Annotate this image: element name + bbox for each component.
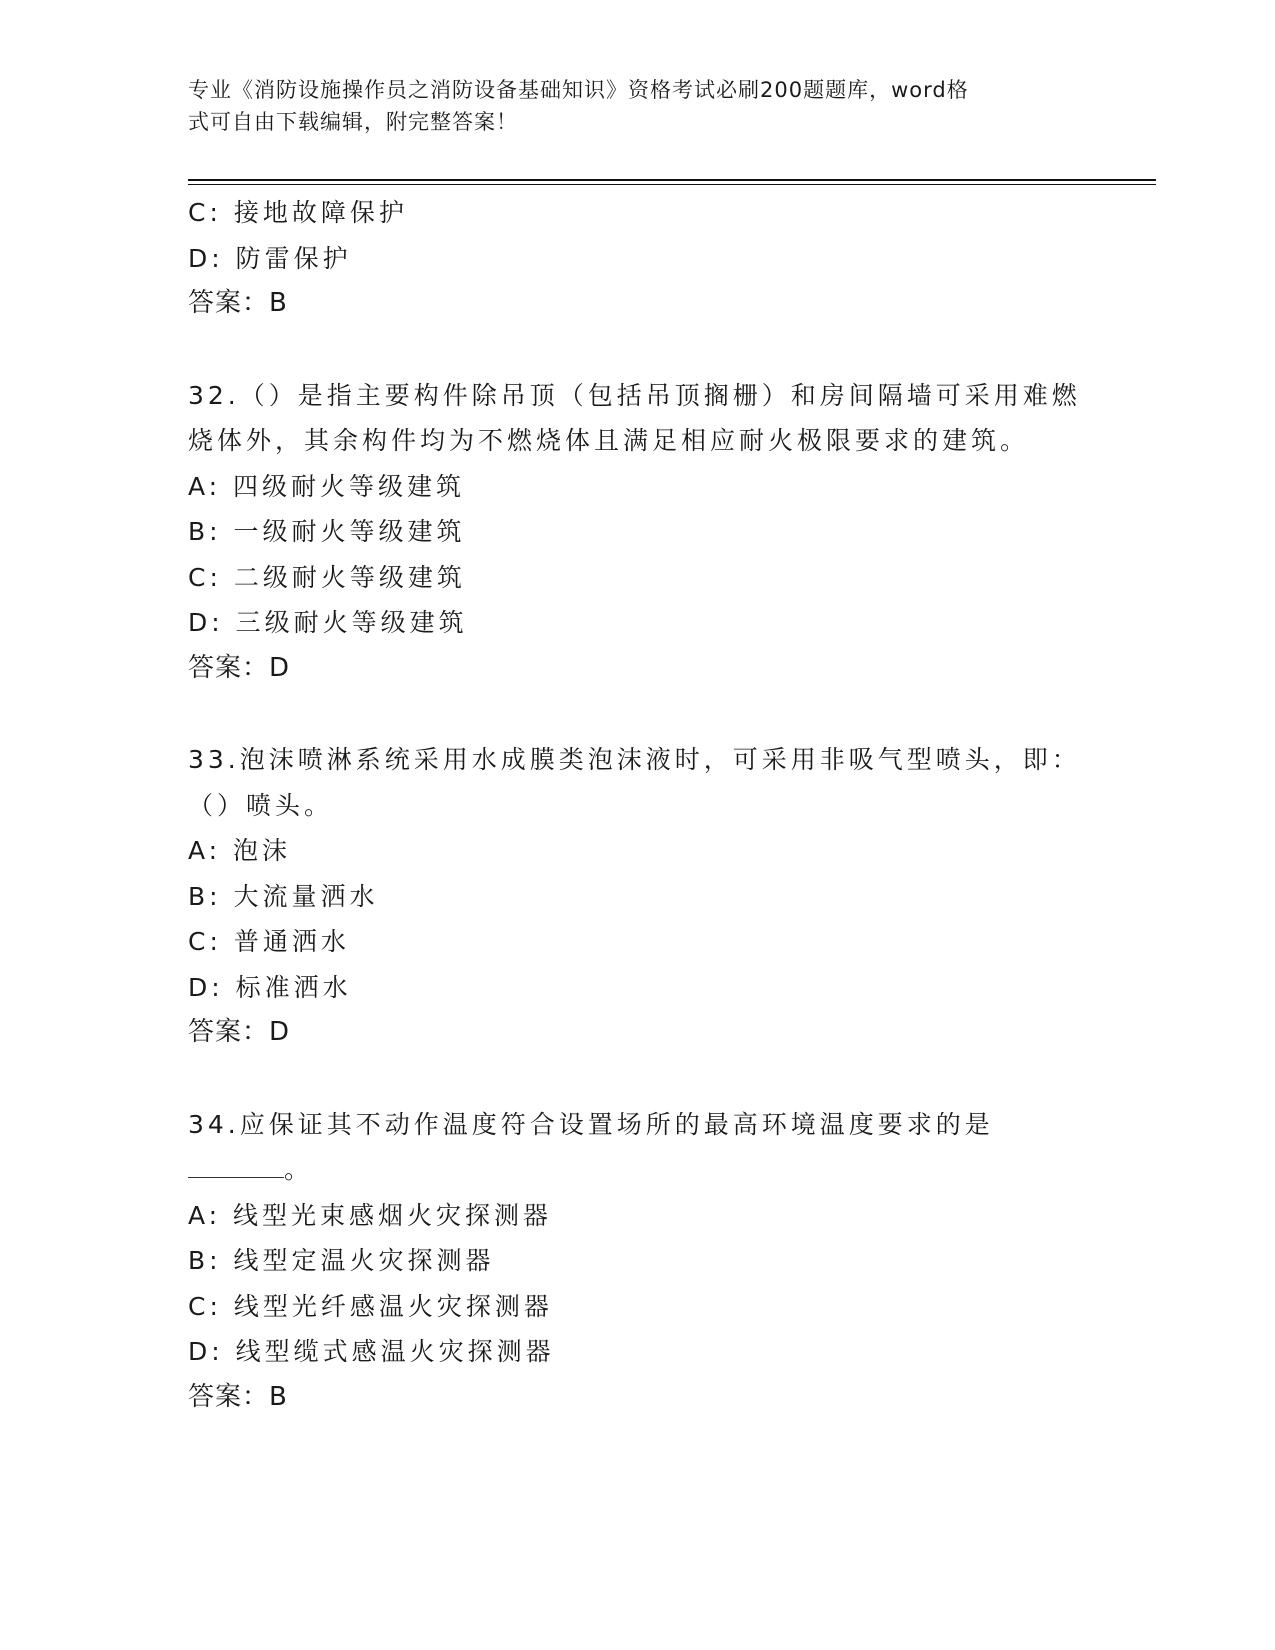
question-text-line-1: 33.泡沫喷淋系统采用水成膜类泡沫液时，可采用非吸气型喷头，即： xyxy=(188,745,1081,774)
blank-suffix: 。 xyxy=(284,1155,314,1184)
question-text-line-2: 烧体外，其余构件均为不燃烧体且满足相应耐火极限要求的建筑。 xyxy=(188,426,1030,455)
option-d: D: 防雷保护 xyxy=(188,243,352,273)
option-a: A: 泡沫 xyxy=(188,836,292,865)
option-a: A: 四级耐火等级建筑 xyxy=(188,471,466,501)
spacer xyxy=(188,1056,1088,1102)
question-text-line-1: 34.应保证其不动作温度符合设置场所的最高环境温度要求的是 xyxy=(188,1109,994,1139)
question-text-line-1: 32.（）是指主要构件除吊顶（包括吊顶搁栅）和房间隔墙可采用难燃 xyxy=(188,380,1081,410)
header-divider-thin xyxy=(188,184,1156,185)
document-header xyxy=(188,74,1068,138)
header-line-2: 式可自由下载编辑，附完整答案！ xyxy=(188,110,518,134)
question-text-line-2: （）喷头。 xyxy=(188,790,334,820)
option-b: B: 线型定温火灾探测器 xyxy=(188,1246,495,1275)
option-a: A: 线型光束感烟火灾探测器 xyxy=(188,1200,553,1230)
option-d: D: 三级耐火等级建筑 xyxy=(188,608,468,637)
spacer xyxy=(188,691,1088,737)
option-d: D: 线型缆式感温火灾探测器 xyxy=(188,1337,555,1366)
question-block-31 xyxy=(188,190,1088,327)
option-c: C: 接地故障保护 xyxy=(188,198,408,227)
question-list xyxy=(188,190,1088,1420)
option-d: D: 标准洒水 xyxy=(188,972,352,1002)
option-b: B: 一级耐火等级建筑 xyxy=(188,517,466,546)
option-c: C: 线型光纤感温火灾探测器 xyxy=(188,1291,553,1321)
option-c: C: 普通洒水 xyxy=(188,927,350,956)
header-divider-thick xyxy=(188,179,1156,181)
spacer xyxy=(188,327,1088,373)
question-text-line-2 xyxy=(188,1147,1088,1193)
question-block-34 xyxy=(188,1102,1088,1421)
option-c: C: 二级耐火等级建筑 xyxy=(188,562,466,592)
answer-label: 答案：B xyxy=(188,1381,288,1412)
fill-in-blank xyxy=(188,1153,284,1178)
header-line-1: 专业《消防设施操作员之消防设备基础知识》资格考试必刷200题题库，word格 xyxy=(188,78,969,102)
question-block-32 xyxy=(188,373,1088,692)
question-block-33 xyxy=(188,737,1088,1056)
option-b: B: 大流量洒水 xyxy=(188,881,379,911)
answer-label: 答案：B xyxy=(188,288,288,318)
answer-label: 答案：D xyxy=(188,1017,291,1047)
answer-label: 答案：D xyxy=(188,652,291,683)
